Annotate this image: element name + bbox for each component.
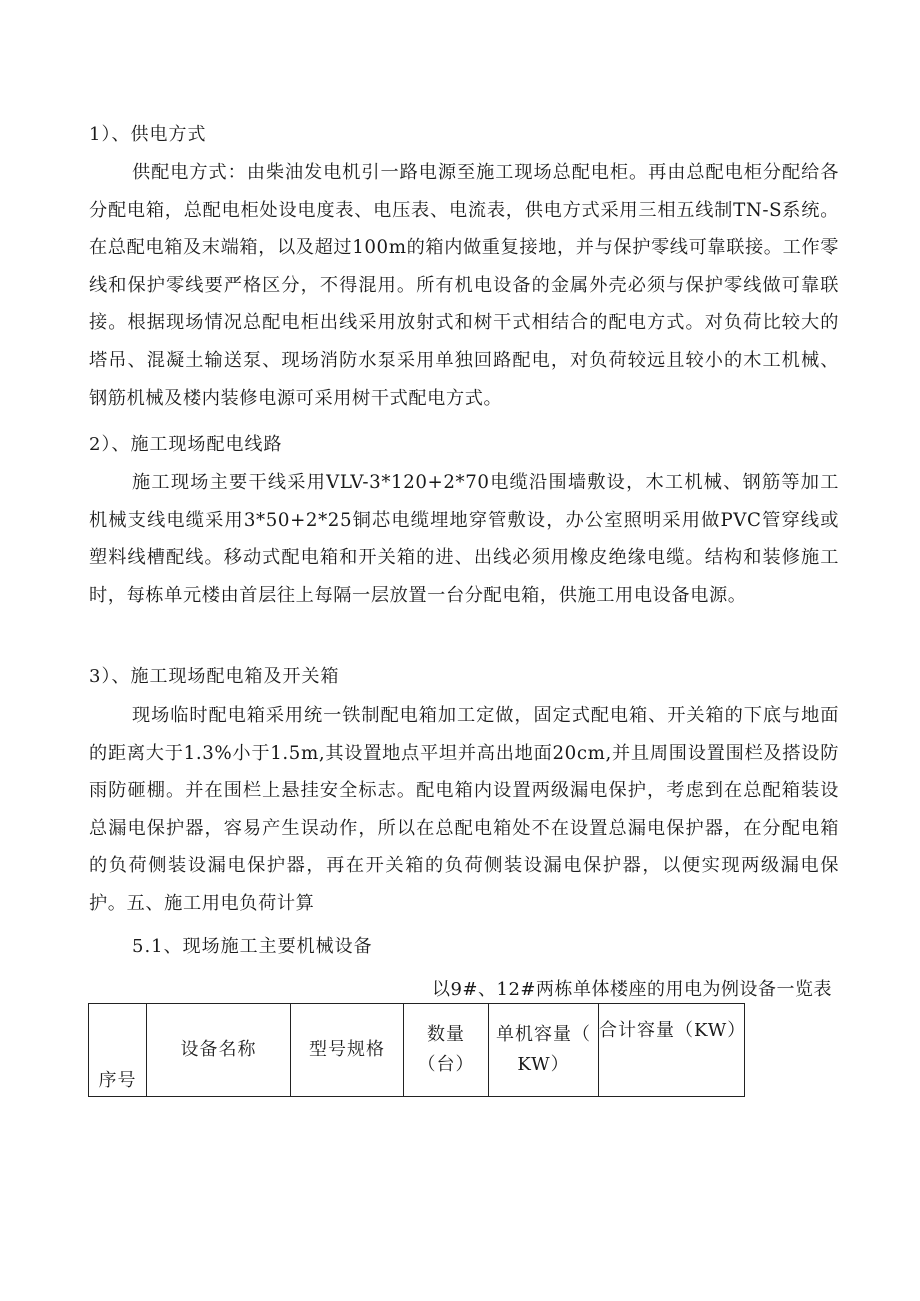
header-index: 序号 (89, 1004, 147, 1097)
table-header-row (89, 1004, 745, 1097)
section-2-heading: 2）、施工现场配电线路 (89, 434, 283, 455)
header-unit-capacity-line2: KW） (517, 1054, 570, 1075)
header-total-capacity: 合计容量（KW） (599, 1004, 745, 1097)
header-unit-capacity-line1: 单机容量（ (496, 1024, 591, 1045)
section-3-paragraph: 现场临时配电箱采用统一铁制配电箱加工定做，固定式配电箱、开关箱的下底与地面的距离大于1.3%小于1.5m,其设置地点平坦并高出地面20cm,并且周围设置围栏及搭设防雨防砸棚。并在围栏上悬挂安全标志。配电箱内设置两级漏电保护，考虑到在总配箱装设总漏电保护器，容易产生误动作，所以在总配电箱处不在设置总漏电保护器，在分配电箱的负荷侧装设漏电保护器，再在开关箱的负荷侧装设漏电保护器，以便实现两级漏电保护。五、施工用电负荷计算 (89, 705, 839, 914)
section-1-heading: 1）、供电方式 (89, 124, 207, 145)
section-5-1-heading: 5.1、现场施工主要机械设备 (132, 936, 373, 957)
table-caption: 以9#、12#两栋单体楼座的用电为例设备一览表 (431, 979, 832, 1000)
header-quantity (404, 1004, 489, 1097)
section-2-paragraph: 施工现场主要干线采用VLV-3*120+2*70电缆沿围墙敷设，木工机械、钢筋等加工机械支线电缆采用3*50+2*25铜芯电缆埋地穿管敷设，办公室照明采用做PVC管穿线或塑料线槽配线。移动式配电箱和开关箱的进、出线必须用橡皮绝缘电缆。结构和装修施工时，每栋单元楼由首层往上每隔一层放置一台分配电箱，供施工用电设备电源。 (89, 472, 839, 606)
header-quantity-line1: 数量 (427, 1024, 465, 1045)
section-3-heading: 3）、施工现场配电箱及开关箱 (89, 666, 340, 687)
section-1-paragraph: 供配电方式：由柴油发电机引一路电源至施工现场总配电柜。再由总配电柜分配给各分配电箱，总配电柜处设电度表、电压表、电流表，供电方式采用三相五线制TN-S系统。在总配电箱及末端箱，以及超过100m的箱内做重复接地，并与保护零线可靠联接。工作零线和保护零线要严格区分，不得混用。所有机电设备的金属外壳必须与保护零线做可靠联接。根据现场情况总配电柜出线采用放射式和树干式相结合的配电方式。对负荷比较大的塔吊、混凝土输送泵、现场消防水泵采用单独回路配电，对负荷较远且较小的木工机械、钢筋机械及楼内装修电源可采用树干式配电方式。 (89, 162, 839, 409)
header-quantity-line2: （台） (417, 1054, 475, 1075)
equipment-table (88, 1003, 745, 1097)
header-unit-capacity (489, 1004, 599, 1097)
header-model: 型号规格 (291, 1004, 404, 1097)
header-name: 设备名称 (147, 1004, 291, 1097)
